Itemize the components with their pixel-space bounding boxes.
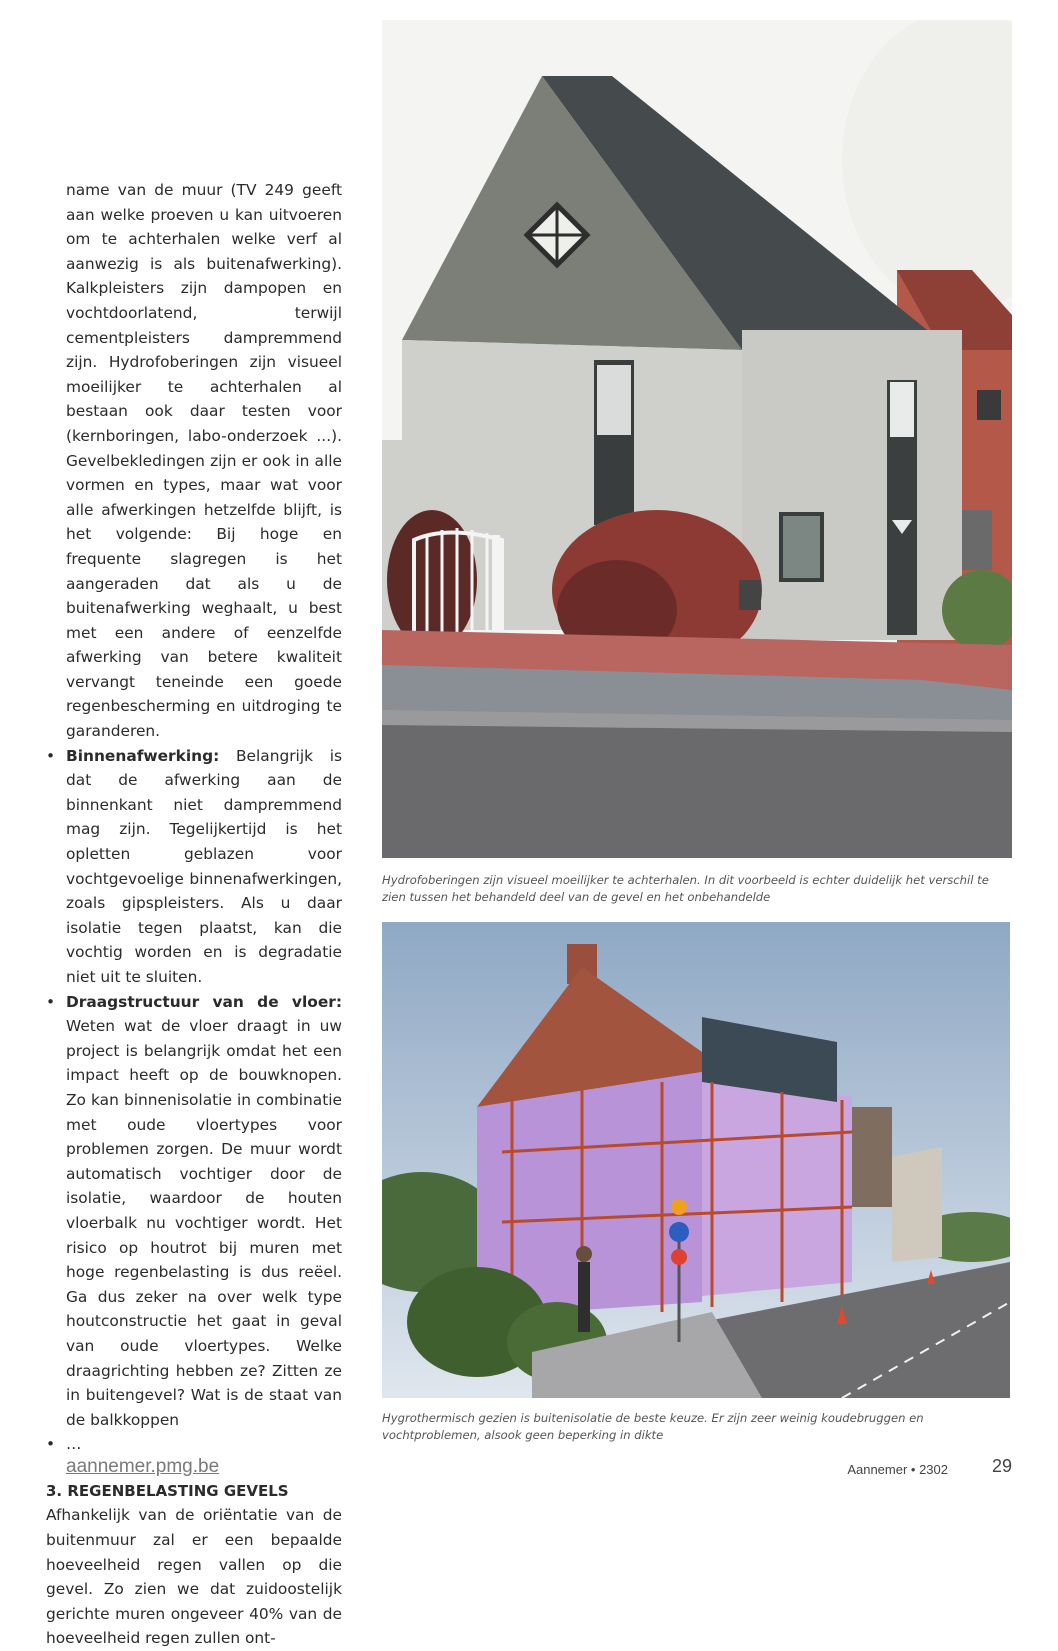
figure-caption-2: Hygrothermisch gezien is buitenisolatie de beste keuze. Er zijn zeer weinig koudebruggen en vochtproblemen, alsook geen beperking in dikte: [382, 1411, 924, 1442]
bullet-title: Binnenafwerking:: [66, 746, 220, 765]
website-link[interactable]: aannemer.pmg.be: [66, 1456, 220, 1477]
house-illustration: [382, 20, 1012, 858]
closing-paragraph: Afhankelijk van de oriëntatie van de buitenmuur zal er een bepaalde hoeveelheid regen vallen op die gevel. Zo zien we dat zuidoostelijk gerichte muren ongeveer 40% van de hoeveelheid regen zullen ont-: [46, 1506, 342, 1648]
photo-house-scaffolding: [382, 922, 1010, 1398]
page-number: 29: [992, 1456, 1013, 1476]
bullet-binnenafwerking: [46, 744, 342, 990]
bullet-draagstructuur: [46, 990, 342, 1433]
bullet-title: Draagstructuur van de vloer:: [66, 992, 342, 1011]
article-text-column: [46, 178, 342, 1651]
bullet-marker: •: [46, 992, 56, 1011]
bullet-ellipsis: [46, 1432, 342, 1457]
magazine-issue: Aannemer • 2302: [847, 1462, 948, 1477]
bullet-text: Weten wat de vloer draagt in uw project is belangrijk omdat het een impact heeft op de bouwknopen. Zo kan binnenisolatie in combinatie met oude vloertypes voor problemen zorgen. De muur wordt automatisch vochtiger door de isolatie, waardoor de houten vloerbalk nu vochtiger wordt. Het risico op houtrot bij muren met hoge regenbelasting is dus reëel. Ga dus zeker na over welk type houtconstructie het gaat in geval van oude vloertypes. Welke draagrichting hebben ze? Zitten ze in buitengevel? Wat is de staat van de balkkoppen: [66, 1017, 342, 1429]
figure-caption-1: Hydrofoberingen zijn visueel moeilijker te achterhalen. In dit voorbeeld is echter duidelijk het verschil te zien tussen het behandeld deel van de gevel en het onbehandelde: [382, 873, 989, 904]
bullet-marker: •: [46, 746, 56, 765]
bullet-marker: •: [46, 1435, 56, 1454]
section-heading: 3. REGENBELASTING GEVELS: [46, 1481, 289, 1500]
bullet-text: …: [66, 1435, 82, 1454]
intro-paragraph: name van de muur (TV 249 geeft aan welke proeven u kan uitvoeren om te achterhalen welke verf al aanwezig is als buitenafwerking). Kalkpleisters zijn dampopen en vochtdoorlatend, terwijl cementpleisters dampremmend zijn. Hydrofoberingen zijn visueel moeilijker te achterhalen al bestaan ook daar testen voor (kernboringen, labo-onderzoek ...). Gevelbekledingen zijn er ook in alle vormen en types, maar wat voor alle afwerkingen hetzelfde blijft, is het volgende: Bij hoge en frequente slagregen is het aangeraden dat als u de buitenafwerking weghaalt, u best met een andere of eenzelfde afwerking van betere kwaliteit vervangt teneinde een goede regenbescherming en uitdroging te garanderen.: [66, 181, 342, 741]
photo-house-gable: [382, 20, 1012, 858]
scaffolding-illustration: [382, 922, 1010, 1398]
bullet-text: Belangrijk is dat de afwerking aan de binnenkant niet dampremmend mag zijn. Tegelijkertijd is het opletten geblazen voor vochtgevoelige binnenafwerkingen, zoals gipspleisters. Als u daar isolatie tegen plaatst, kan die vochtig worden en is degradatie niet uit te sluiten.: [66, 746, 342, 986]
